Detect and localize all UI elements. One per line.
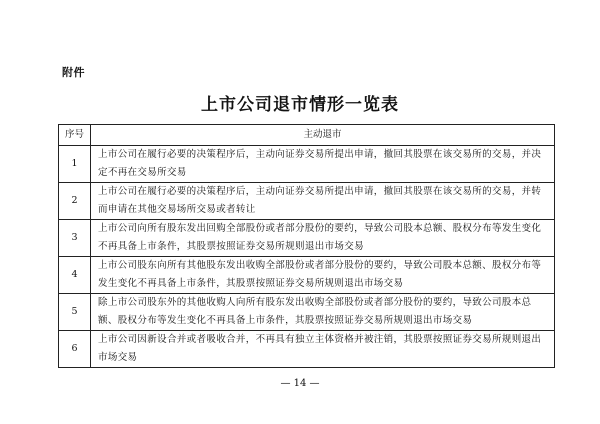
attachment-label: 附件 xyxy=(62,66,85,79)
row-text: 上市公司在履行必要的决策程序后，主动向证券交易所提出申请，撤回其股票在该交易所的交易，并转而申请在其他交易场所交易或者转让 xyxy=(91,183,555,220)
table-row xyxy=(59,331,555,368)
delisting-table xyxy=(58,124,555,368)
table-header-row xyxy=(59,125,555,146)
row-number: 6 xyxy=(59,331,91,368)
table-row xyxy=(59,146,555,183)
table-row xyxy=(59,183,555,220)
row-text: 上市公司向所有股东发出回购全部股份或者部分股份的要约，导致公司股本总额、股权分布等发生变化不再具备上市条件，其股票按照证券交易所规则退出市场交易 xyxy=(91,220,555,257)
table-row xyxy=(59,220,555,257)
header-voluntary-delisting: 主动退市 xyxy=(91,125,555,146)
header-seq: 序号 xyxy=(59,125,91,146)
row-number: 5 xyxy=(59,294,91,331)
document-title: 上市公司退市情形一览表 xyxy=(201,95,399,115)
page-number: — 14 — xyxy=(280,378,320,389)
row-number: 2 xyxy=(59,183,91,220)
row-text: 上市公司在履行必要的决策程序后，主动向证券交易所提出申请，撤回其股票在该交易所的交易，并决定不再在交易所交易 xyxy=(91,146,555,183)
table-row xyxy=(59,257,555,294)
table-row xyxy=(59,294,555,331)
row-number: 4 xyxy=(59,257,91,294)
row-text: 上市公司股东向所有其他股东发出收购全部股份或者部分股份的要约，导致公司股本总额、股权分布等发生变化不再具备上市条件，其股票按照证券交易所规则退出市场交易 xyxy=(91,257,555,294)
row-text: 除上市公司股东外的其他收购人向所有股东发出收购全部股份或者部分股份的要约，导致公司股本总额、股权分布等发生变化不再具备上市条件，其股票按照证券交易所规则退出市场交易 xyxy=(91,294,555,331)
row-number: 3 xyxy=(59,220,91,257)
row-text: 上市公司因新设合并或者吸收合并，不再具有独立主体资格并被注销，其股票按照证券交易所规则退出市场交易 xyxy=(91,331,555,368)
row-number: 1 xyxy=(59,146,91,183)
